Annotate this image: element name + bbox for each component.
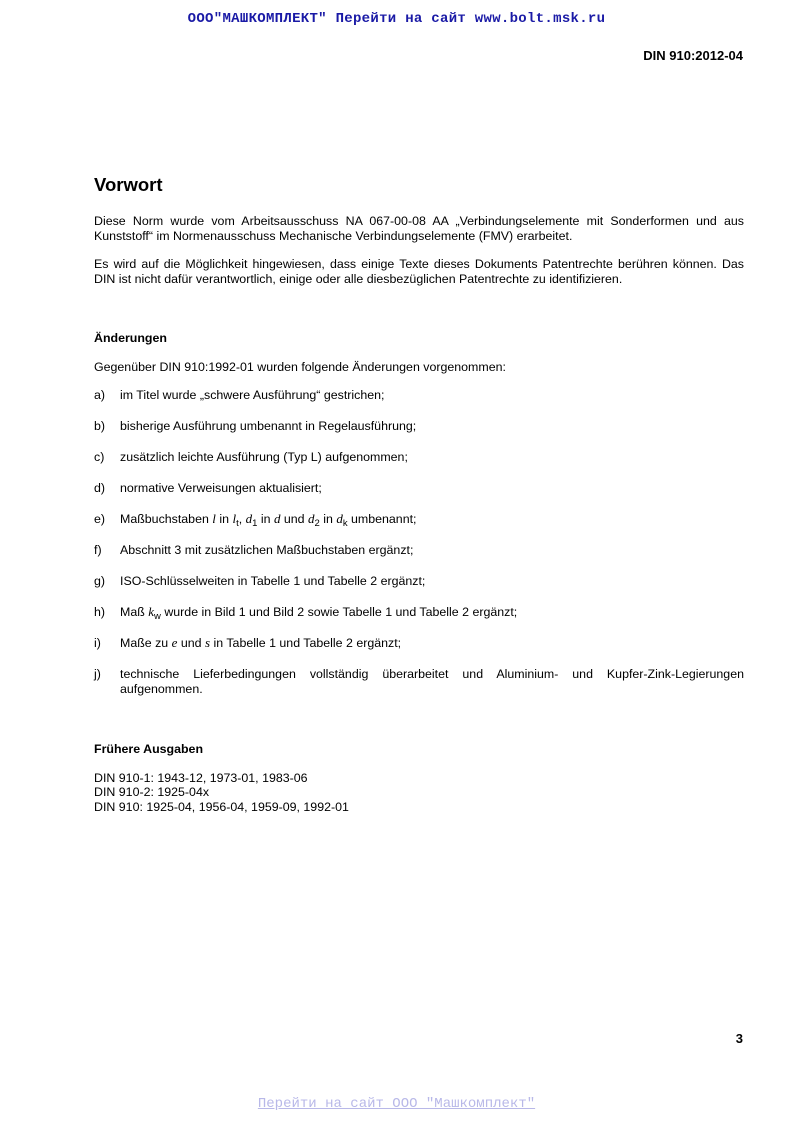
list-item bbox=[94, 419, 744, 434]
math-symbol: l bbox=[212, 511, 216, 526]
section-title-aenderungen: Änderungen bbox=[94, 331, 167, 345]
list-item bbox=[94, 605, 744, 620]
list-text: Maß $k_w$ wurde in Bild 1 und Bild 2 sowie Tabelle 1 und Tabelle 2 ergänzt; bbox=[120, 604, 518, 622]
document-id: DIN 910:2012-04 bbox=[643, 48, 743, 63]
math-symbol: d bbox=[273, 511, 281, 526]
list-item bbox=[94, 388, 744, 403]
list-text: Maße zu e und s in Tabelle 1 und Tabelle 2 ergänzt; bbox=[120, 635, 402, 650]
list-label: a) bbox=[94, 388, 106, 402]
math-symbol: l bbox=[232, 511, 237, 526]
list-text: zusätzlich leichte Ausführung (Typ L) aufgenommen; bbox=[120, 450, 408, 464]
list-label: g) bbox=[94, 574, 106, 588]
section-title-vorwort: Vorwort bbox=[94, 174, 163, 195]
list-label: j) bbox=[94, 667, 101, 681]
bottom-site-link[interactable]: Перейти на сайт ООО "Машкомплект" bbox=[257, 1096, 536, 1112]
list-label: f) bbox=[94, 543, 102, 557]
vorwort-paragraph-2: Es wird auf die Möglichkeit hingewiesen, dass einige Texte dieses Dokuments Patentrechte berühren können. Das DIN ist nicht dafür verantwortlich, einige oder alle diesbezüglichen Patentrechte zu identifizieren. bbox=[94, 257, 744, 286]
list-text: im Titel wurde „schwere Ausführung“ gestrichen; bbox=[120, 388, 385, 402]
list-text: bisherige Ausführung umbenannt in Regelausführung; bbox=[120, 419, 417, 433]
list-text: normative Verweisungen aktualisiert; bbox=[120, 481, 322, 495]
list-item bbox=[94, 667, 744, 696]
top-site-link[interactable]: ООО"МАШКОМПЛЕКТ" Перейти на сайт www.bolt.msk.ru bbox=[187, 11, 606, 27]
list-item bbox=[94, 574, 744, 589]
math-symbol: d bbox=[245, 511, 253, 526]
page-number: 3 bbox=[735, 1031, 743, 1046]
list-label: d) bbox=[94, 481, 106, 495]
list-text: Abschnitt 3 mit zusätzlichen Maßbuchstaben ergänzt; bbox=[120, 543, 414, 557]
list-item bbox=[94, 512, 744, 527]
list-item bbox=[94, 481, 744, 496]
list-item bbox=[94, 450, 744, 465]
list-label: i) bbox=[94, 636, 101, 650]
math-symbol: k bbox=[148, 604, 155, 619]
vorwort-paragraph-1: Diese Norm wurde vom Arbeitsausschuss NA 067-00-08 AA „Verbindungselemente mit Sonderformen und aus Kunststoff“ im Normenausschuss Mechanische Verbindungselemente (FMV) erarbeitet. bbox=[94, 214, 744, 243]
aenderungen-intro: Gegenüber DIN 910:1992-01 wurden folgende Änderungen vorgenommen: bbox=[94, 359, 506, 374]
previous-edition-line: DIN 910-1: 1943-12, 1973-01, 1983-06 bbox=[94, 770, 308, 785]
list-label: b) bbox=[94, 419, 106, 433]
math-symbol: d bbox=[336, 511, 343, 526]
list-text: technische Lieferbedingungen vollständig überarbeitet und Aluminium- und Kupfer-Zink-Legierungen aufgenommen. bbox=[120, 667, 744, 696]
list-item bbox=[94, 543, 744, 558]
previous-edition-line: DIN 910-2: 1925-04x bbox=[94, 785, 210, 799]
list-item bbox=[94, 636, 744, 651]
list-label: c) bbox=[94, 450, 105, 464]
list-label: e) bbox=[94, 512, 106, 526]
list-text: ISO-Schlüsselweiten in Tabelle 1 und Tabelle 2 ergänzt; bbox=[120, 574, 426, 588]
list-label: h) bbox=[94, 605, 106, 619]
page-content bbox=[94, 174, 744, 814]
list-text: Maßbuchstaben l in $l_t$, $d_1$ in d und $d_2$ in $d_k$ umbenannt; bbox=[120, 511, 417, 529]
math-symbol: e bbox=[171, 635, 178, 650]
previous-edition-line: DIN 910: 1925-04, 1956-04, 1959-09, 1992-01 bbox=[94, 799, 349, 814]
math-symbol: s bbox=[205, 635, 211, 650]
math-symbol: d bbox=[308, 511, 315, 526]
section-title-fruehere-ausgaben: Frühere Ausgaben bbox=[94, 742, 204, 756]
